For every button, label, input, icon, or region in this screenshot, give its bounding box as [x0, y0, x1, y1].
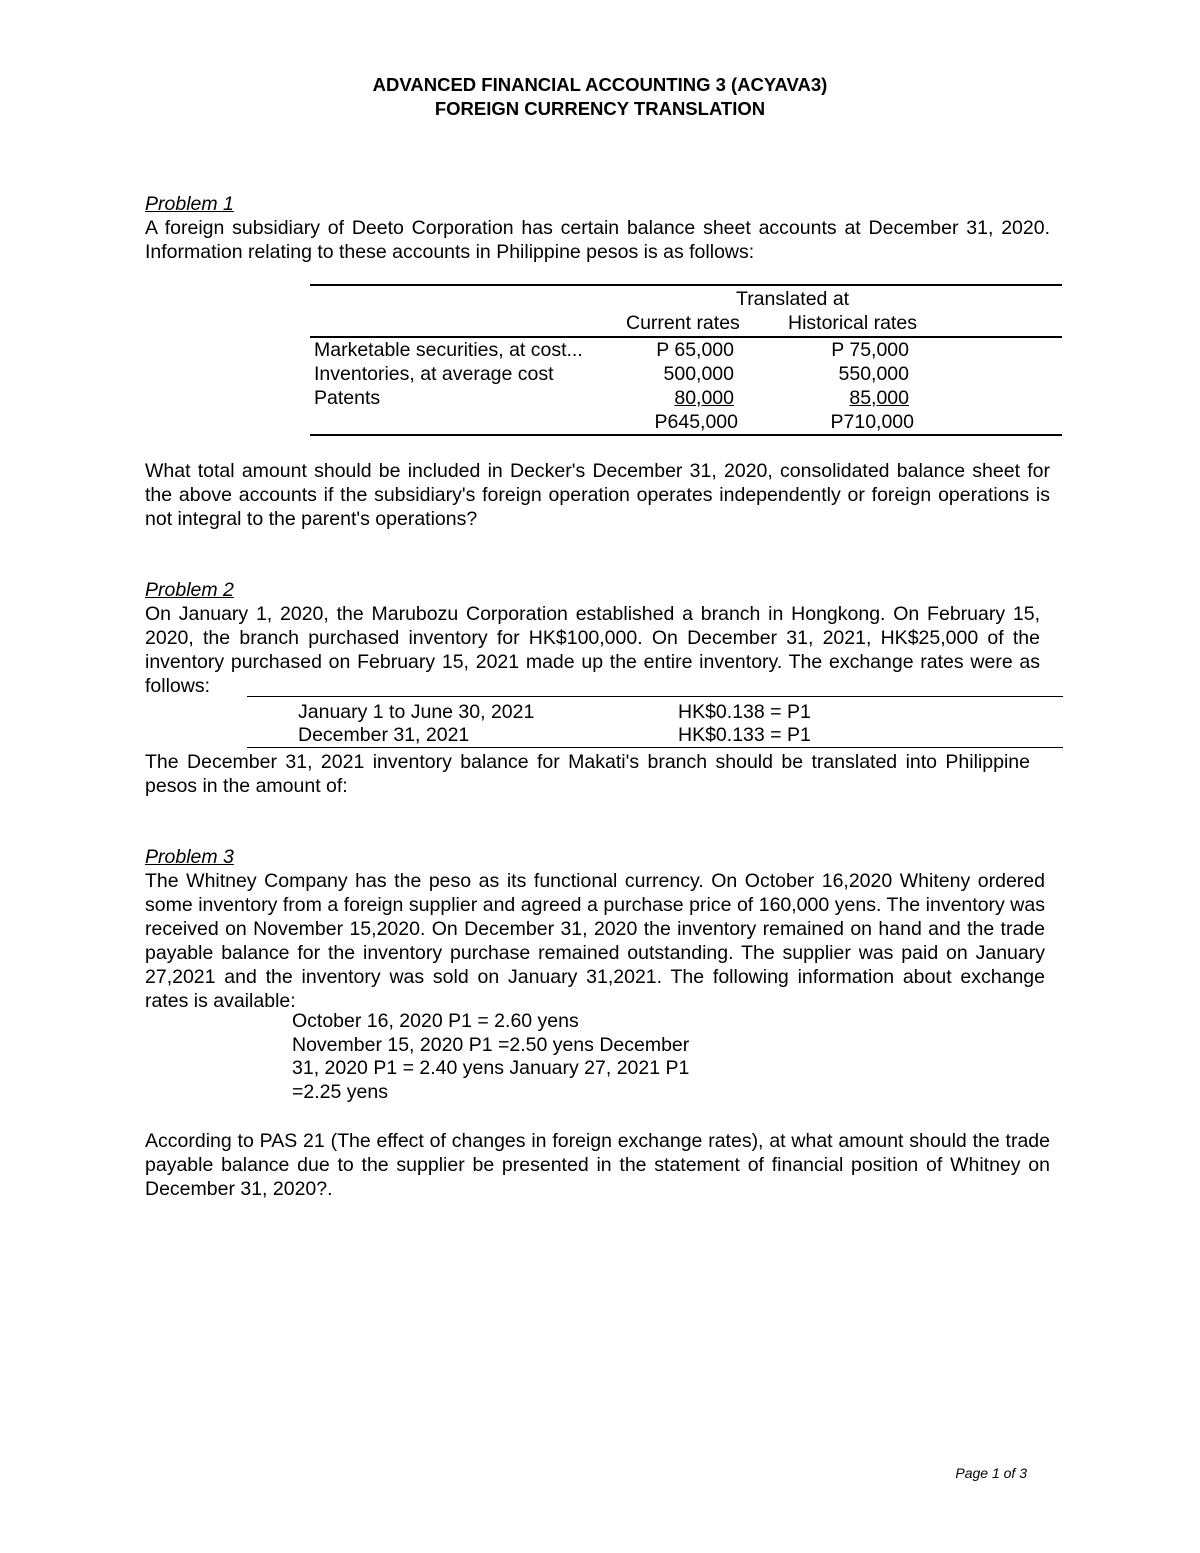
rate-line: November 15, 2020 P1 =2.50 yens December: [292, 1033, 690, 1056]
problem-2-intro: On January 1, 2020, the Marubozu Corporation established a branch in Hongkong. On February 15, 2020, the branch purchased inventory for HK$100,000. On December 31, 2021, HK$25,000 of the inventory purchased on February 15, 2021 made up the entire inventory. The exchange rates were as follows:: [145, 603, 1040, 697]
document-title: ADVANCED FINANCIAL ACCOUNTING 3 (ACYAVA3): [372, 74, 828, 95]
row-current-value: 80,000: [674, 387, 734, 409]
row-historical-value: P 75,000: [831, 339, 909, 361]
total-historical: P710,000: [830, 411, 914, 433]
row-label: Patents: [314, 387, 381, 409]
problem-3-heading: Problem 3: [145, 846, 234, 868]
problem-1-intro: A foreign subsidiary of Deeto Corporation has certain balance sheet accounts at December 31, 2020. Information relating to these accounts in Philippine pesos is as follows:: [145, 217, 1050, 263]
problem-1-question: What total amount should be included in Decker's December 31, 2020, consolidated balance sheet for the above accounts if the subsidiary's foreign operation operates independently or foreign operations is not integral to the parent's operations?: [145, 460, 1050, 530]
table-bottom-rule: [310, 434, 1062, 436]
row-historical-value: 550,000: [838, 363, 909, 385]
total-current: P645,000: [654, 411, 738, 433]
rate-line: 31, 2020 P1 = 2.40 yens January 27, 2021 P1: [292, 1057, 690, 1079]
row-current-value: 500,000: [663, 363, 734, 385]
row-label: Inventories, at average cost: [314, 363, 554, 385]
exchange-rate-lines: [292, 1010, 762, 1104]
table-group-header: Translated at: [736, 288, 850, 310]
problem-3-intro: The Whitney Company has the peso as its functional currency. On October 16,2020 Whiteny ordered some inventory from a foreign supplier and agreed a purchase price of 160,000 yens. The inventory was received on November 15,2020. On December 31, 2020 the inventory remained on hand and the trade payable balance for the inventory purchase remained outstanding. The supplier was paid on January 27,2021 and the inventory was sold on January 31,2021. The following information about exchange rates is available:: [145, 870, 1045, 1012]
rates-bottom-rule: [247, 747, 1063, 748]
rates-top-rule: [247, 696, 1063, 697]
rate-line: =2.25 yens: [292, 1080, 388, 1103]
table-header-rule: [310, 336, 1062, 338]
row-current-value: P 65,000: [656, 339, 734, 361]
problem-3-question: According to PAS 21 (The effect of changes in foreign exchange rates), at what amount should the trade payable balance due to the supplier be presented in the statement of financial position of Whitney on December 31, 2020?.: [145, 1130, 1050, 1200]
rate-value: HK$0.133 = P1: [678, 724, 811, 746]
row-label: Marketable securities, at cost...: [314, 339, 583, 361]
rate-period: January 1 to June 30, 2021: [298, 701, 535, 723]
problem-2-section: [145, 578, 1050, 698]
col-current-rates: Current rates: [626, 312, 740, 334]
problem-1-section: [145, 192, 1050, 264]
problem-2-question: The December 31, 2021 inventory balance for Makati's branch should be translated into Philippine pesos in the amount of:: [145, 751, 1030, 797]
translation-table: [310, 284, 1062, 436]
document-subtitle: FOREIGN CURRENCY TRANSLATION: [434, 98, 766, 119]
rate-period: December 31, 2021: [298, 724, 470, 746]
page-number: Page 1 of 3: [955, 1465, 1027, 1481]
problem-3-section: [145, 845, 1050, 1013]
problem-2-heading: Problem 2: [145, 579, 234, 601]
col-historical-rates: Historical rates: [788, 312, 917, 334]
rate-line: October 16, 2020 P1 = 2.60 yens: [292, 1010, 579, 1032]
row-historical-value: 85,000: [849, 387, 909, 409]
problem-1-heading: Problem 1: [145, 193, 234, 215]
rate-value: HK$0.138 = P1: [678, 701, 811, 723]
table-top-rule: [310, 284, 1062, 286]
